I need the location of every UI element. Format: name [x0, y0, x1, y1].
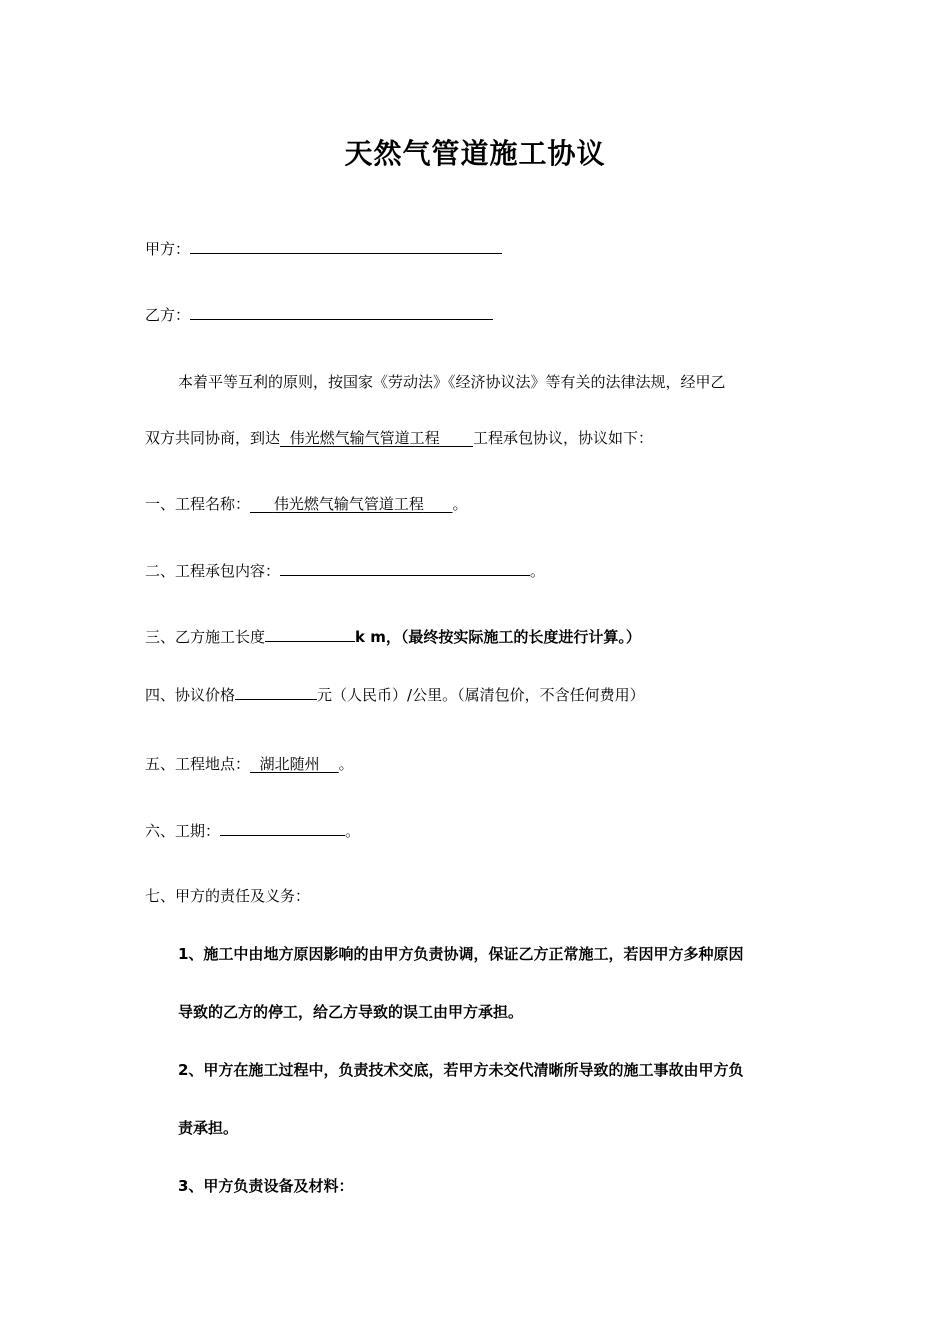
clause-2-line-2: 责承担。 [178, 1119, 239, 1137]
item-4-blank[interactable] [235, 684, 317, 700]
item-5-line [145, 754, 354, 774]
party-a-blank[interactable] [190, 238, 502, 254]
item-1-line [145, 494, 468, 514]
item-3-line [145, 626, 641, 647]
item-4-line [145, 684, 645, 705]
clause-2-line-1: 2、甲方在施工过程中，负责技术交底，若甲方未交代清晰所导致的施工事故由甲方负 [178, 1061, 744, 1079]
item-1-label: 一、工程名称： [145, 495, 251, 513]
clause-1-line-2: 导致的乙方的停工，给乙方导致的误工由甲方承担。 [178, 1003, 524, 1021]
intro-line-2-pre: 双方共同协商，到达 [145, 429, 281, 447]
item-6-line [145, 820, 360, 841]
item-2-end: 。 [530, 562, 546, 580]
document-title: 天然气管道施工协议 [344, 137, 606, 170]
item-2-line [145, 560, 545, 581]
intro-line-2-post: 工程承包协议，协议如下： [472, 429, 653, 447]
item-3-post: k m，（最终按实际施工的长度进行计算。） [355, 628, 641, 646]
item-6-blank[interactable] [220, 820, 345, 836]
clause-3-line-1: 3、甲方负责设备及材料： [178, 1177, 354, 1195]
intro-line-2 [145, 428, 653, 448]
item-2-label: 二、工程承包内容： [145, 562, 281, 580]
item-1-end: 。 [452, 495, 468, 513]
party-a-label: 甲方： [145, 240, 191, 258]
clause-1-line-1: 1、施工中由地方原因影响的由甲方负责协调，保证乙方正常施工，若因甲方多种原因 [178, 945, 744, 963]
item-1-fill: 伟光燃气输气管道工程 [273, 495, 424, 513]
item-3-label: 三、乙方施工长度 [145, 628, 266, 646]
party-b-label: 乙方： [145, 306, 191, 324]
item-3-blank[interactable] [265, 626, 355, 642]
item-6-end: 。 [345, 822, 361, 840]
item-5-fill: 湖北随州 [259, 755, 320, 773]
item-5-end: 。 [338, 755, 354, 773]
party-b-line [145, 304, 493, 325]
item-5-label: 五、工程地点： [145, 755, 251, 773]
item-6-label: 六、工期： [145, 822, 221, 840]
intro-line-1: 本着平等互利的原则，按国家《劳动法》《经济协议法》等有关的法律法规，经甲乙 [178, 373, 726, 391]
item-7-heading: 七、甲方的责任及义务： [145, 887, 311, 905]
party-a-line [145, 238, 502, 259]
item-2-blank[interactable] [280, 560, 530, 576]
project-name-fill: 伟光燃气输气管道工程 [289, 429, 440, 447]
party-b-blank[interactable] [190, 304, 493, 320]
item-4-label: 四、协议价格 [145, 686, 236, 704]
item-4-post: 元（人民币）/公里。（属清包价，不含任何费用） [317, 686, 645, 704]
